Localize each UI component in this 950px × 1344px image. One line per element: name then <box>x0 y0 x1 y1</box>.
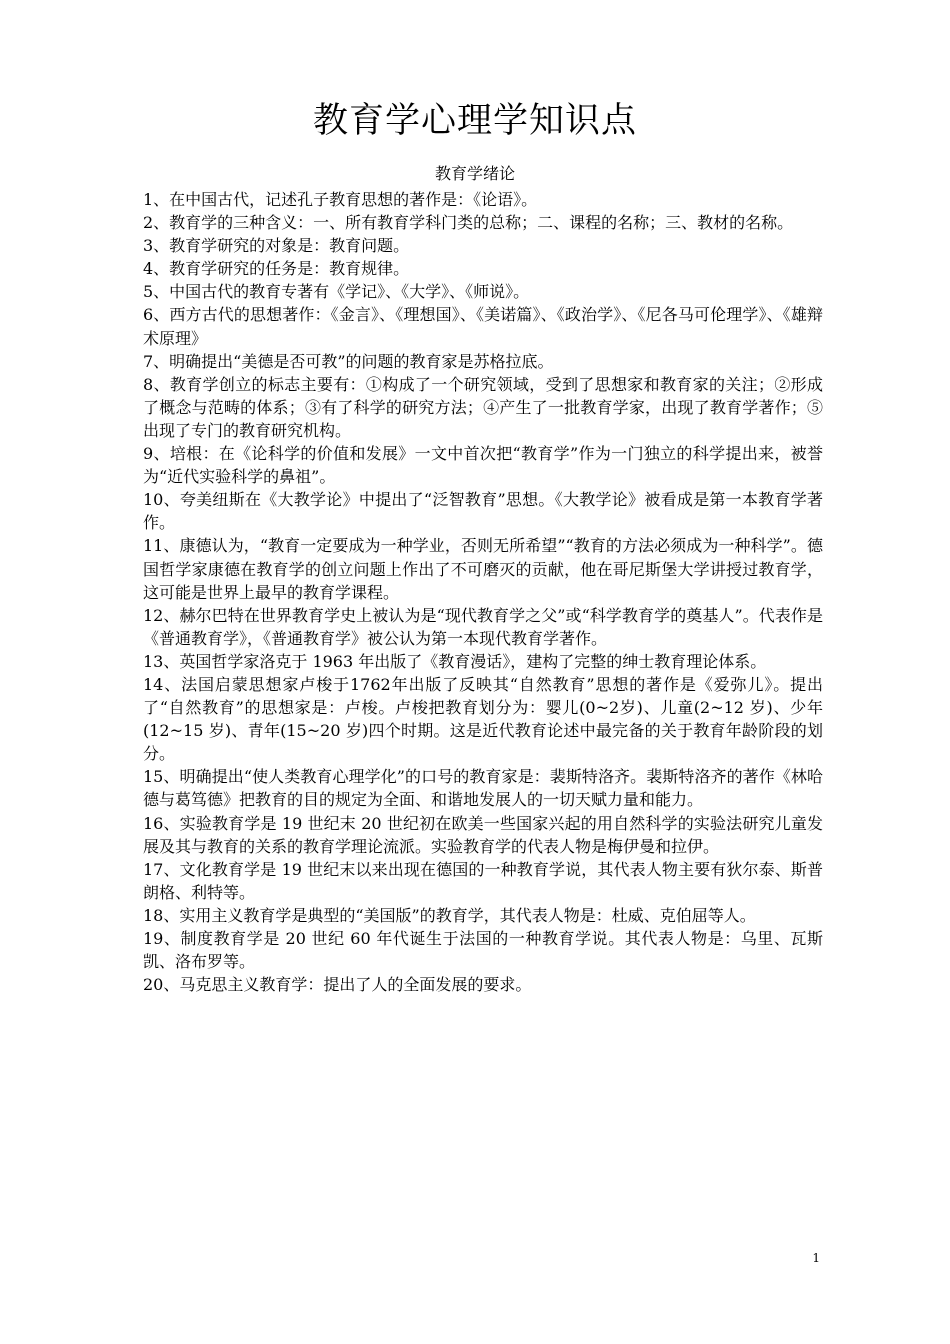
list-item: 8、教育学创立的标志主要有：①构成了一个研究领域，受到了思想家和教育家的关注；②形成了概念与范畴的体系；③有了科学的研究方法；④产生了一批教育学家，出现了教育学著作；⑤出现了专门的教育研究机构。 <box>143 374 823 440</box>
list-item: 17、文化教育学是 19 世纪末以来出现在德国的一种教育学说，其代表人物主要有狄尔泰、斯普朗格、利特等。 <box>143 859 823 902</box>
list-item: 12、赫尔巴特在世界教育学史上被认为是“现代教育学之父”或“科学教育学的奠基人”。代表作是《普通教育学》，《普通教育学》被公认为第一本现代教育学著作。 <box>143 605 823 648</box>
list-item: 18、实用主义教育学是典型的“美国版”的教育学，其代表人物是：杜威、克伯屈等人。 <box>143 905 756 925</box>
list-item: 7、明确提出“美德是否可教”的问题的教育家是苏格拉底。 <box>143 351 554 371</box>
list-item: 16、实验教育学是 19 世纪末 20 世纪初在欧美一些国家兴起的用自然科学的实验法研究儿童发展及其与教育的关系的教育学理论流派。实验教育学的代表人物是梅伊曼和拉伊。 <box>143 813 823 856</box>
list-item: 10、夸美纽斯在《大教学论》中提出了“泛智教育”思想。《大教学论》被看成是第一本教育学著作。 <box>143 490 823 533</box>
list-item: 2、教育学的三种含义：一、所有教育学科门类的总称；二、课程的名称；三、教材的名称。 <box>143 213 794 233</box>
list-item: 20、马克思主义教育学：提出了人的全面发展的要求。 <box>143 975 532 995</box>
list-item: 6、西方古代的思想著作：《金言》、《理想国》、《美诺篇》、《政治学》、《尼各马可伦理学》、《雄辩术原理》 <box>143 305 823 348</box>
page-number: 1 <box>812 1251 820 1265</box>
list-item: 14、法国启蒙思想家卢梭于1762年出版了反映其“自然教育”思想的著作是《爱弥儿》。提出了“自然教育”的思想家是：卢梭。卢梭把教育划分为：婴儿(0~2岁)、儿童(2~12 岁)、少年(12~15 岁)、青年(15~20 岁)四个时期。这是近代教育论述中最完备的关于教育年龄阶段的划分。 <box>143 674 823 764</box>
list-item: 5、中国古代的教育专著有《学记》、《大学》、《师说》。 <box>143 282 530 302</box>
list-item: 1、在中国古代，记述孔子教育思想的著作是：《论语》。 <box>143 190 538 209</box>
list-item: 15、明确提出“使人类教育心理学化”的口号的教育家是：裴斯特洛齐。裴斯特洛齐的著作《林哈德与葛笃德》把教育的目的规定为全面、和谐地发展人的一切天赋力量和能力。 <box>143 767 823 810</box>
list-item: 11、康德认为，“教育一定要成为一种学业，否则无所希望”“教育的方法必须成为一种科学”。德国哲学家康德在教育学的创立问题上作出了不可磨灭的贡献，他在哥尼斯堡大学讲授过教育学，这可能是世界上最早的教育学课程。 <box>143 536 823 602</box>
knowledge-list <box>143 188 823 996</box>
list-item: 3、教育学研究的对象是：教育问题。 <box>143 236 410 256</box>
section-title: 教育学绪论 <box>434 164 515 183</box>
list-item: 4、教育学研究的任务是：教育规律。 <box>143 259 410 279</box>
list-item: 9、培根：在《论科学的价值和发展》一文中首次把“教育学”作为一门独立的科学提出来，被誉为“近代实验科学的鼻祖”。 <box>143 444 823 487</box>
page-title: 教育学心理学知识点 <box>312 101 637 141</box>
list-item: 19、制度教育学是 20 世纪 60 年代诞生于法国的一种教育学说。其代表人物是：乌里、瓦斯凯、洛布罗等。 <box>143 929 823 972</box>
list-item: 13、英国哲学家洛克于 1963 年出版了《教育漫话》，建构了完整的绅士教育理论体系。 <box>143 651 767 671</box>
